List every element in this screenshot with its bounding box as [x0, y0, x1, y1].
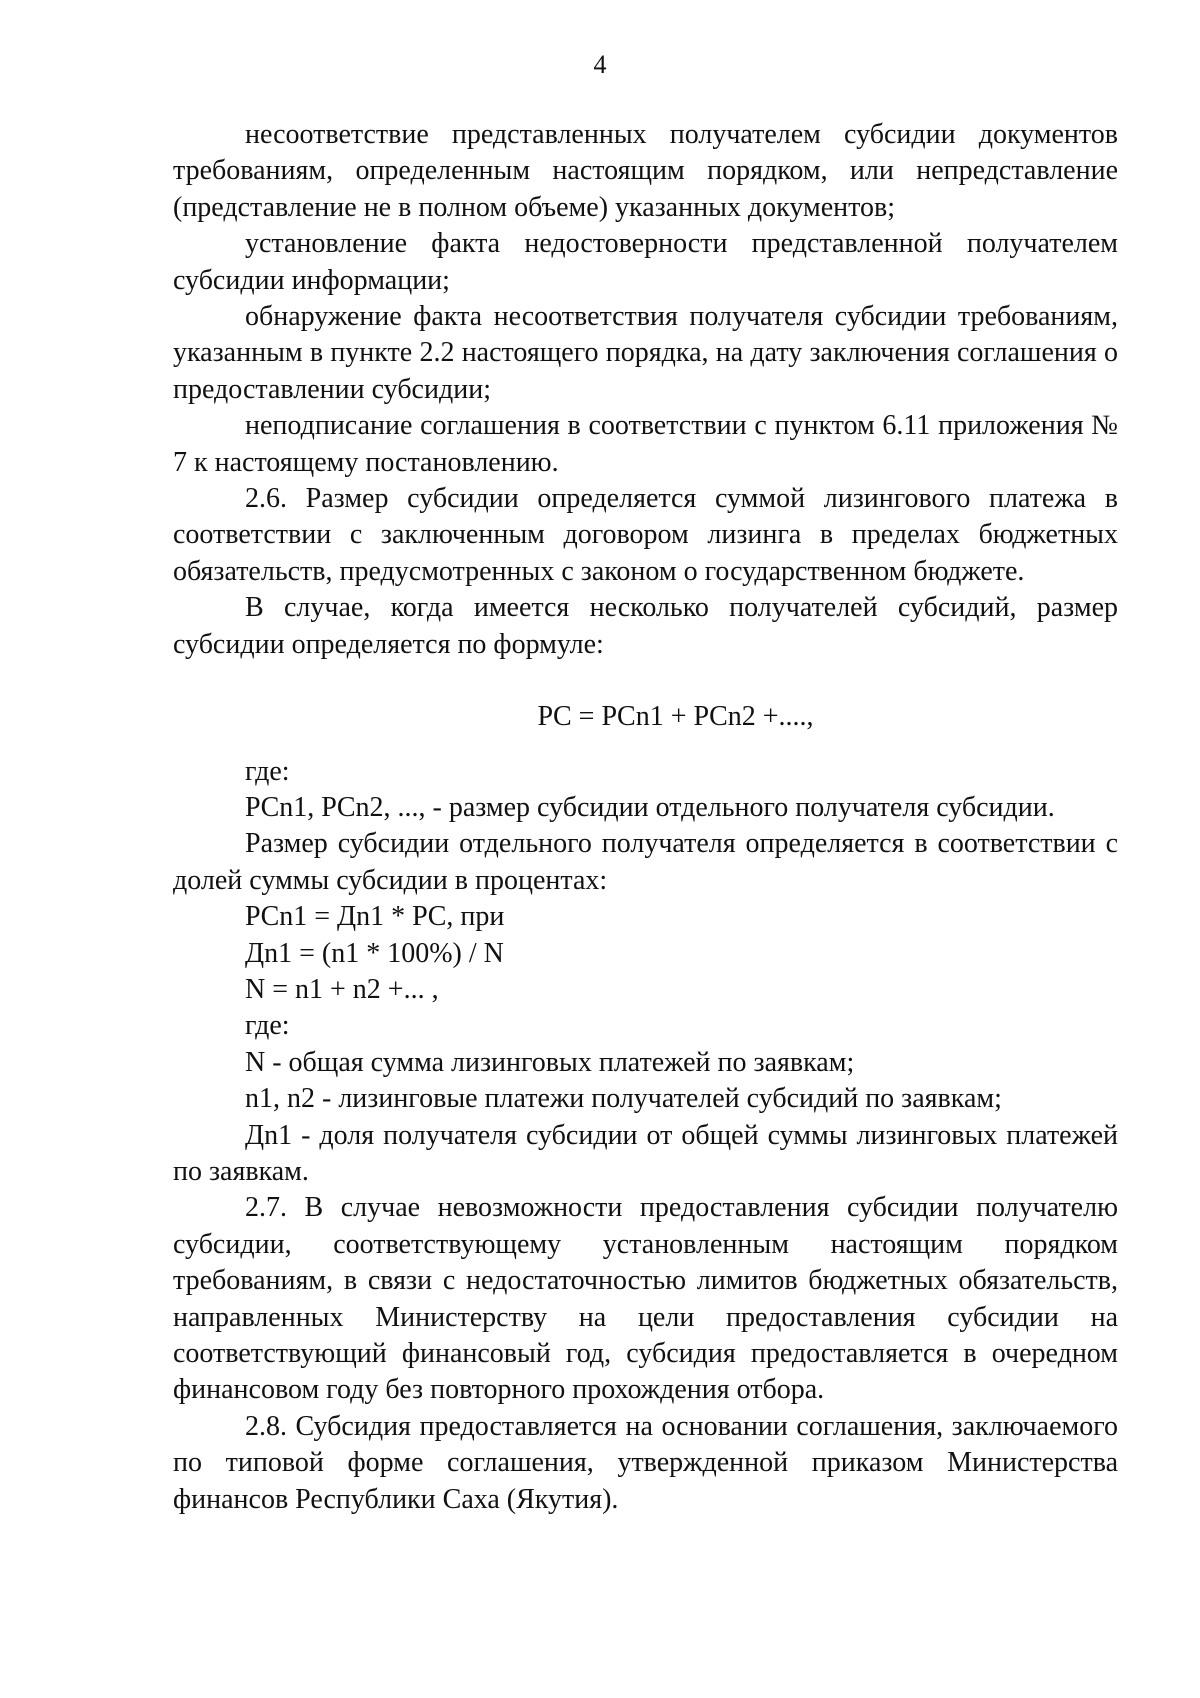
- paragraph-several-recipients: В случае, когда имеется несколько получателей субсидий, размер субсидии определяется по формуле:: [173, 592, 1118, 660]
- definition-n: N - общая сумма лизинговых платежей по заявкам;: [245, 1046, 855, 1078]
- formula-spacer-bottom: [173, 736, 1118, 754]
- paragraph-individual-share: Размер субсидии отдельного получателя определяется в соответствии с долей суммы субсидии в процентах:: [173, 828, 1118, 896]
- page-number: 4: [593, 50, 607, 79]
- definition-n1-n2: n1, n2 - лизинговые платежи получателей субсидий по заявкам;: [245, 1083, 1002, 1115]
- formula-spacer-top: [173, 663, 1118, 699]
- definition-dn1: Дn1 - доля получателя субсидии от общей суммы лизинговых платежей по заявкам.: [173, 1119, 1118, 1187]
- paragraph-mismatch-documents: несоответствие представленных получателем субсидии документов требованиям, определенным настоящим порядком, или непредставление (представление не в полном объеме) указанных документов;: [173, 119, 1118, 223]
- definition-pcn: PCn1, PCn2, ..., - размер субсидии отдельного получателя субсидии.: [245, 791, 1055, 823]
- formula-dn1: Дn1 = (n1 * 100%) / N: [245, 937, 504, 969]
- paragraph-2-8: 2.8. Субсидия предоставляется на основании соглашения, заключаемого по типовой форме соглашения, утвержденной приказом Министерства финансов Республики Саха (Якутия).: [173, 1410, 1118, 1515]
- formula-pcn1: PCn1 = Дn1 * PC, при: [245, 901, 505, 933]
- where-label-2: где:: [245, 1010, 290, 1042]
- paragraph-recipient-mismatch: обнаружение факта несоответствия получателя субсидии требованиям, указанным в пункте 2.2 настоящего порядка, на дату заключения соглашения о предоставлении субсидии;: [173, 301, 1118, 405]
- paragraph-unsigned-agreement: неподписание соглашения в соответствии с пунктом 6.11 приложения № 7 к настоящему постановлению.: [173, 410, 1118, 478]
- document-body: [173, 117, 1118, 1518]
- formula-total-subsidy: PC = PCn1 + PCn2 +....,: [537, 701, 814, 733]
- where-label: где:: [245, 755, 290, 787]
- formula-n-sum: N = n1 + n2 +... ,: [245, 973, 439, 1005]
- paragraph-2-7: 2.7. В случае невозможности предоставления субсидии получателю субсидии, соответствующему установленным настоящим порядком требованиям, в связи с недостаточностью лимитов бюджетных обязательств, направленных Министерству на цели предоставления субсидии на соответствующий финансовый год, субсидия предоставляется в очередном финансовом году без повторного прохождения отбора.: [173, 1192, 1118, 1406]
- paragraph-2-6: 2.6. Размер субсидии определяется суммой лизингового платежа в соответствии с заключенным договором лизинга в пределах бюджетных обязательств, предусмотренных с законом о государственном бюджете.: [173, 483, 1118, 587]
- paragraph-unreliable-information: установление факта недостоверности представленной получателем субсидии информации;: [173, 228, 1118, 296]
